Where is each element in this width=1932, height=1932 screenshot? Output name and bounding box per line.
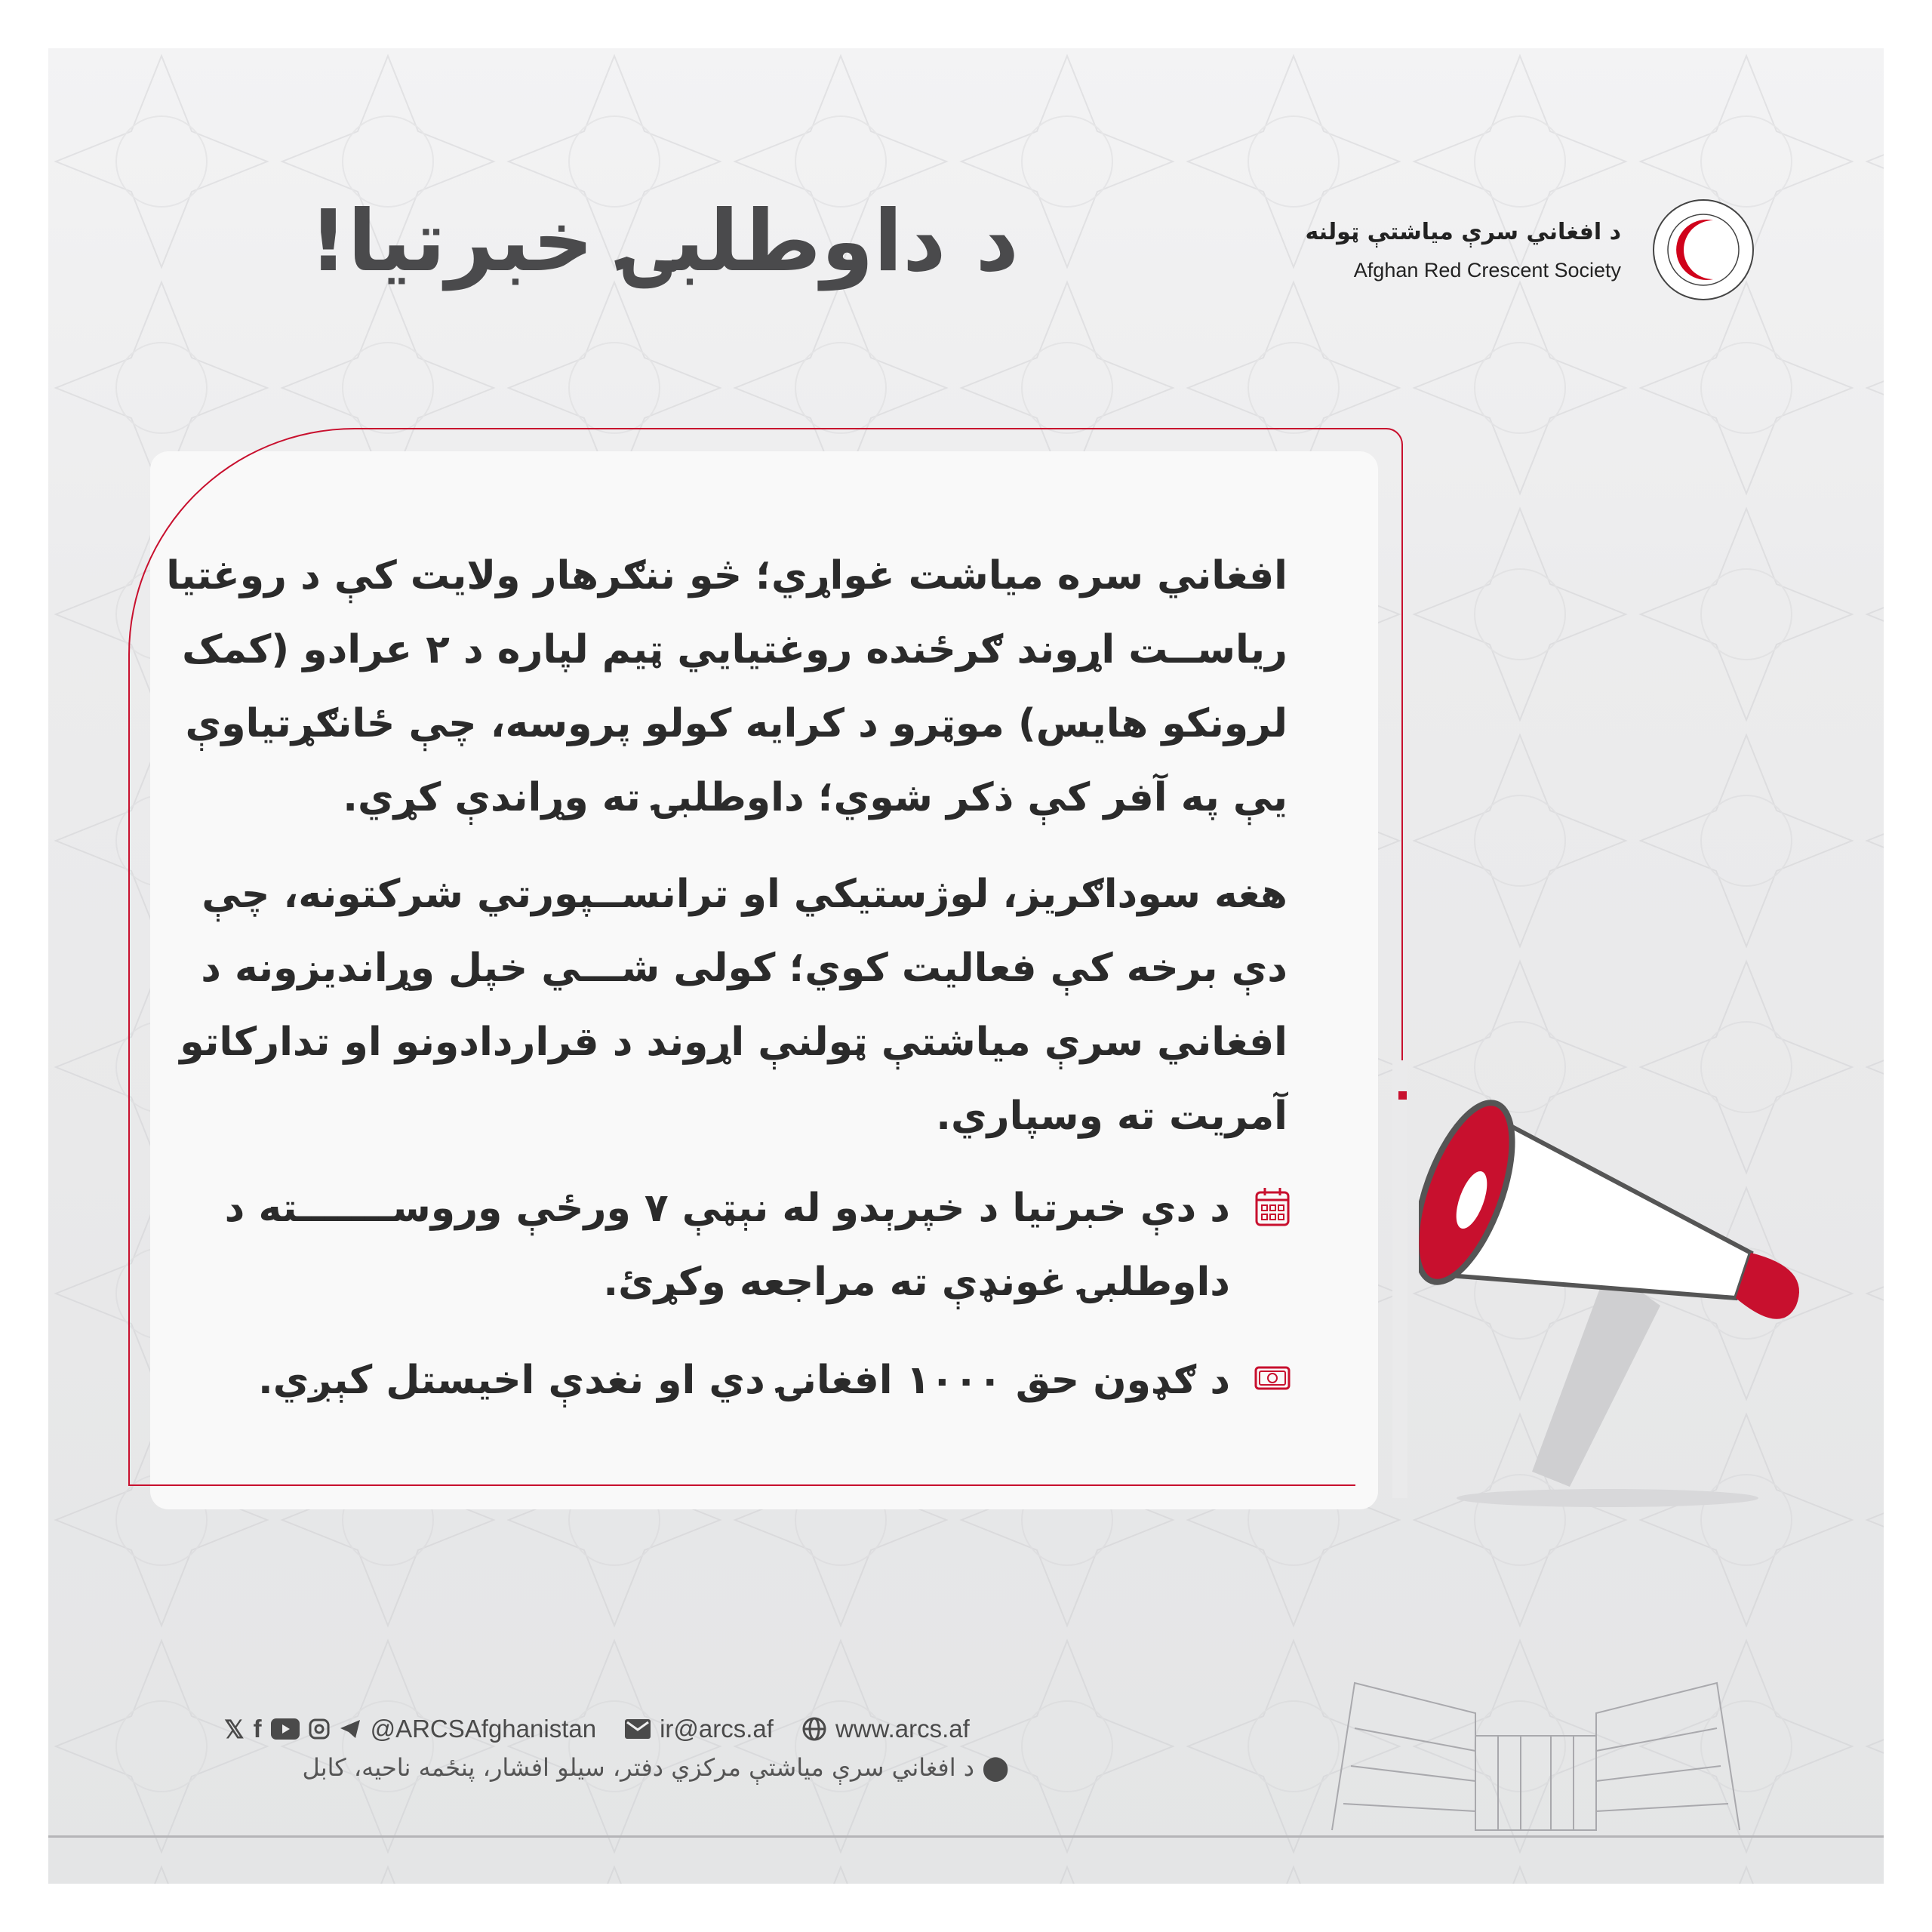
facebook-icon[interactable]: f [253, 1715, 262, 1743]
money-icon [1254, 1363, 1291, 1393]
megaphone-icon [1419, 1079, 1826, 1509]
text-line: لرونکو هایس) موټرو د کرایه کولو پروسه، چې ځانګړتیاوې [185, 701, 1287, 746]
calendar-icon [1254, 1186, 1291, 1227]
outline-gap [1392, 1060, 1407, 1498]
x-icon[interactable]: 𝕏 [224, 1715, 245, 1743]
bullet-meeting-date [224, 1171, 1230, 1319]
paragraph-2 [180, 857, 1287, 1153]
social-handle[interactable]: @ARCSAfghanistan [370, 1715, 597, 1743]
text-line: هغه سوداګریز، لوژستیکي او ترانســپورتي شرکتونه، چې [202, 872, 1287, 917]
instagram-icon[interactable] [309, 1718, 330, 1740]
text-line: آمریت ته وسپاري. [936, 1094, 1287, 1139]
text-line: داوطلبۍ غونډې ته مراجعه وکړئ. [603, 1260, 1230, 1305]
accent-dot [1398, 1091, 1407, 1100]
arcs-logo-icon [1651, 198, 1755, 302]
card-accent-bottom-line [128, 1484, 1355, 1486]
footer-address [224, 1753, 1009, 1782]
footer-divider [48, 1835, 1884, 1838]
text-line: د دې خبرتیا د خپرېدو له نېټې ۷ ورځې وروســـــــته د [224, 1186, 1230, 1231]
paragraph-1 [166, 539, 1287, 835]
email-icon [625, 1719, 651, 1739]
text-line: دې برخه کې فعالیت کوي؛ کولی شـــي خپل وړاندیزونه د [201, 946, 1287, 991]
org-name-pashto: د افغاني سرې میاشتې ټولنه [1305, 219, 1621, 245]
address-text: د افغاني سرې میاشتې مرکزي دفتر، سیلو افشار، پنځمه ناحیه، کابل [302, 1753, 975, 1782]
location-pin-icon: ⬤ [982, 1753, 1009, 1782]
text-line: ریاســت اړوند ګرځنده روغتیايي ټیم لپاره د ۲ عرادو (کمک [182, 627, 1287, 672]
globe-icon [802, 1717, 826, 1741]
bullet-participation-fee [242, 1343, 1230, 1417]
text-line: افغاني سره میاشت غواړي؛ څو ننګرهار ولایت کې د روغتیا [166, 553, 1287, 598]
telegram-icon[interactable] [339, 1718, 361, 1740]
youtube-icon[interactable] [271, 1718, 300, 1740]
org-name-english: Afghan Red Crescent Society [1353, 259, 1621, 281]
text-line: د ګډون حق ۱۰۰۰ افغانۍ دي او نغدې اخیستل کېږي. [257, 1358, 1230, 1403]
page-title: د داوطلبۍ خبرتیا! [309, 192, 1019, 291]
website-link[interactable]: www.arcs.af [835, 1715, 970, 1743]
footer-contact-row [224, 1712, 970, 1746]
text-line: افغاني سرې میاشتې ټولنې اړوند د قراردادونو او تدارکاتو [180, 1020, 1287, 1065]
headquarters-building-sketch [1324, 1668, 1747, 1834]
email-link[interactable]: ir@arcs.af [660, 1715, 774, 1743]
text-line: یې په آفر کې ذکر شوي؛ داوطلبۍ ته وړاندې کړي. [343, 775, 1287, 820]
